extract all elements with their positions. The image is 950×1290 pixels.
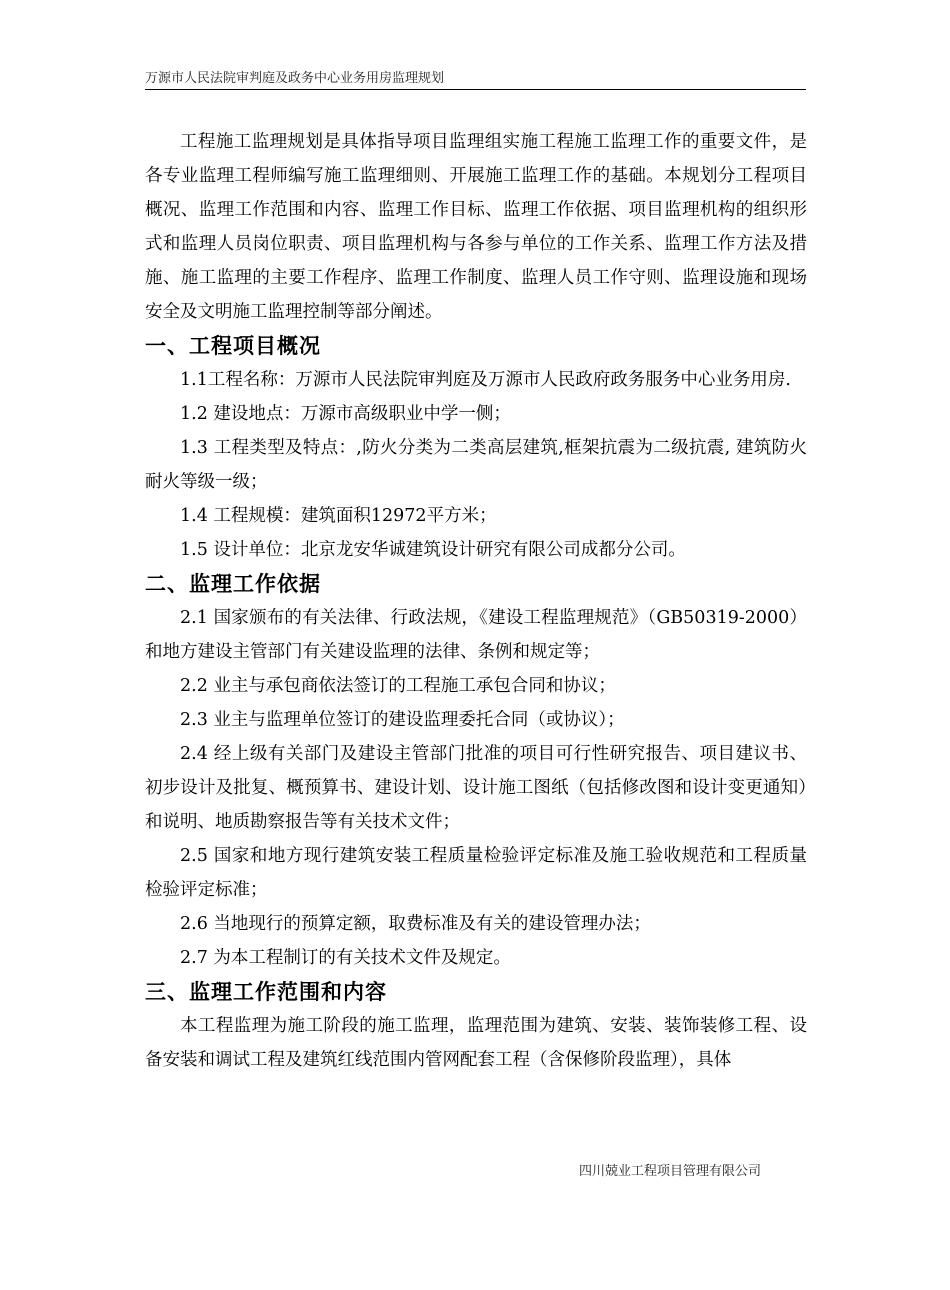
section-1-item: 1.4 工程规模：建筑面积12972平方米；: [180, 506, 497, 526]
document-body: [145, 125, 807, 1077]
section-2-item: 2.4 经上级有关部门及建设主管部门批准的项目可行性研究报告、项目建议书、初步设计及批复、概预算书、建设计划、设计施工图纸（包括修改图和设计变更通知）和说明、地质勘察报告等有关技术文件；: [145, 744, 807, 832]
section-2-item: 2.5 国家和地方现行建筑安装工程质量检验评定标准及施工验收规范和工程质量检验评定标准；: [145, 846, 807, 900]
section-2-item: 2.7 为本工程制订的有关技术文件及规定。: [180, 948, 511, 968]
section-2-item: 2.3 业主与监理单位签订的建设监理委托合同（或协议）；: [180, 710, 625, 730]
section-1-item: 1.3 工程类型及特点：,防火分类为二类高层建筑,框架抗震为二级抗震, 建筑防火耐火等级一级；: [145, 438, 807, 492]
section-1-item: 1.2 建设地点：万源市高级职业中学一侧；: [180, 404, 511, 424]
section-1-heading: 一、工程项目概况: [145, 334, 321, 358]
section-1-item: 1.5 设计单位：北京龙安华诚建筑设计研究有限公司成都分公司。: [180, 540, 686, 560]
section-2-item: 2.6 当地现行的预算定额，取费标准及有关的建设管理办法；: [180, 914, 651, 934]
section-2-heading: 二、监理工作依据: [145, 572, 321, 596]
section-3-heading: 三、监理工作范围和内容: [145, 980, 387, 1004]
section-2-item: 2.2 业主与承包商依法签订的工程施工承包合同和协议；: [180, 676, 616, 696]
section-3-text: 本工程监理为施工阶段的施工监理，监理范围为建筑、安装、装饰装修工程、设备安装和调试工程及建筑红线范围内管网配套工程（含保修阶段监理），具体: [145, 1016, 807, 1070]
section-2-item: 2.1 国家颁布的有关法律、行政法规，《建设工程监理规范》（GB50319-2000）和地方建设主管部门有关建设监理的法律、条例和规定等；: [145, 608, 807, 662]
intro-paragraph: 工程施工监理规划是具体指导项目监理组实施工程施工监理工作的重要文件，是各专业监理工程师编写施工监理细则、开展施工监理工作的基础。本规划分工程项目概况、监理工作范围和内容、监理工作目标、监理工作依据、项目监理机构的组织形式和监理人员岗位职责、项目监理机构与各参与单位的工作关系、监理工作方法及措施、施工监理的主要工作程序、监理工作制度、监理人员工作守则、监理设施和现场安全及文明施工监理控制等部分阐述。: [145, 132, 807, 322]
page-header: 万源市人民法院审判庭及政务中心业务用房监理规划: [145, 71, 445, 86]
section-1-item: 1.1工程名称：万源市人民法院审判庭及万源市人民政府政务服务中心业务用房.: [180, 370, 791, 390]
header-divider: [145, 89, 806, 90]
page-footer-company: 四川兢业工程项目管理有限公司: [579, 1164, 762, 1179]
